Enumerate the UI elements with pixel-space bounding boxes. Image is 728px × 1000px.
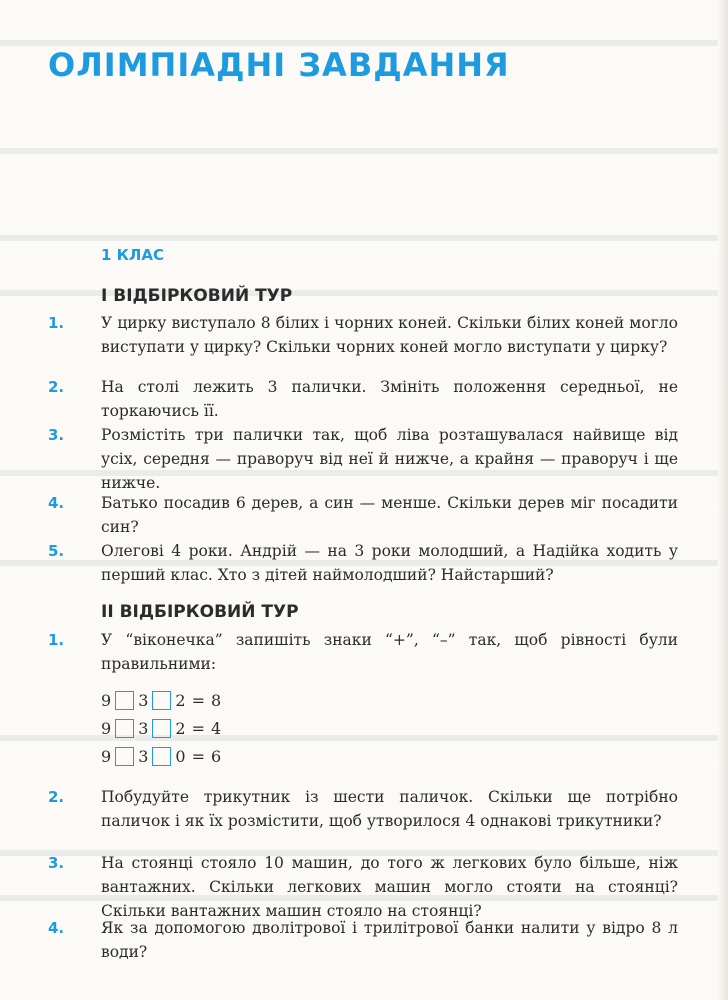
equation <box>101 714 221 742</box>
sign-box[interactable] <box>115 747 134 766</box>
tour-1-problem-3 <box>48 423 678 495</box>
tour-2-problem-2 <box>48 785 678 833</box>
problem-number: 1. <box>48 631 65 649</box>
problem-number: 1. <box>48 314 65 332</box>
equation-list <box>101 686 221 770</box>
equation <box>101 742 221 770</box>
page-title: ОЛІМПІАДНІ ЗАВДАННЯ <box>48 46 510 84</box>
tour-2-heading: ІІ ВІДБІРКОВИЙ ТУР <box>101 602 299 622</box>
problem-text: У “віконечка” запишіть знаки “+”, “–” так, щоб рівності були правильними: <box>101 631 678 673</box>
problem-text: Як за допомогою дволітрової і трилітрової банки налити у відро 8 л води? <box>101 919 678 961</box>
problem-number: 2. <box>48 378 65 396</box>
equals-sign: = <box>191 746 205 766</box>
tour-1-problem-2 <box>48 375 678 423</box>
sign-box[interactable] <box>152 719 171 738</box>
result: 8 <box>210 690 222 710</box>
tour-1-problem-4 <box>48 491 678 539</box>
problem-number: 3. <box>48 426 65 444</box>
sign-box[interactable] <box>115 719 134 738</box>
tour-2-problem-1 <box>48 628 678 676</box>
bleed-through-line <box>0 235 728 241</box>
operand: 3 <box>138 718 149 738</box>
operand: 0 <box>175 746 186 766</box>
problem-number: 3. <box>48 854 65 872</box>
operand: 3 <box>138 746 149 766</box>
operand: 9 <box>101 718 112 738</box>
sign-box[interactable] <box>152 747 171 766</box>
equation <box>101 686 221 714</box>
tour-1-heading: І ВІДБІРКОВИЙ ТУР <box>101 286 293 306</box>
tour-2-problem-3 <box>48 851 678 923</box>
problem-number: 5. <box>48 542 65 560</box>
page-gutter-shadow <box>718 0 728 1000</box>
problem-text: Олегові 4 роки. Андрій — на 3 роки молодший, а Надійка ходить у перший клас. Хто з дітей наймолодший? Найстарший? <box>101 542 678 584</box>
tour-1-problem-1 <box>48 311 678 359</box>
operand: 2 <box>175 718 186 738</box>
problem-text: У цирку виступало 8 білих і чорних коней. Скільки білих коней могло виступати у цирку? Скільки чорних коней могло виступати у цирку? <box>101 314 678 356</box>
problem-number: 4. <box>48 919 65 937</box>
operand: 3 <box>138 690 149 710</box>
equals-sign: = <box>191 690 205 710</box>
problem-text: На столі лежить 3 палички. Змініть положення середньої, не торкаючись її. <box>101 378 678 420</box>
tour-1-problem-5 <box>48 539 678 587</box>
problem-number: 4. <box>48 494 65 512</box>
tour-2-problem-4 <box>48 916 678 964</box>
bleed-through-line <box>0 148 728 154</box>
operand: 2 <box>175 690 186 710</box>
problem-text: Розмістіть три палички так, щоб ліва розташувалася найвище від усіх, середня — праворуч від неї й нижче, а крайня — праворуч і ще нижче. <box>101 426 678 492</box>
equals-sign: = <box>191 718 205 738</box>
sign-box[interactable] <box>152 691 171 710</box>
result: 4 <box>210 718 222 738</box>
problem-number: 2. <box>48 788 65 806</box>
operand: 9 <box>101 746 112 766</box>
operand: 9 <box>101 690 112 710</box>
problem-text: Батько посадив 6 дерев, а син — менше. Скільки дерев міг посадити син? <box>101 494 678 536</box>
problem-text: Побудуйте трикутник із шести паличок. Скільки ще потрібно паличок і як їх розмістити, щоб утворилося 4 однакові трикутники? <box>101 788 678 830</box>
sign-box[interactable] <box>115 691 134 710</box>
class-heading: 1 КЛАС <box>101 246 164 264</box>
result: 6 <box>210 746 222 766</box>
problem-text: На стоянці стояло 10 машин, до того ж легкових було більше, ніж вантажних. Скільки легкових машин могло стояти на стоянці? Скільки вантажних машин стояло на стоянці? <box>101 854 678 920</box>
